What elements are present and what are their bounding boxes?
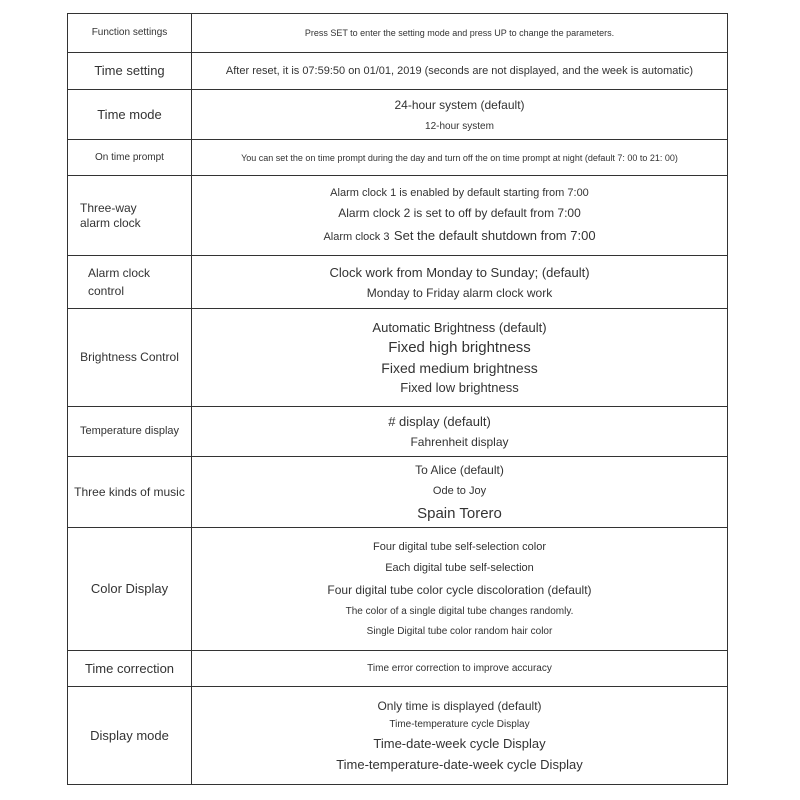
row-value-line: Time-date-week cycle Display	[373, 736, 546, 751]
row-label-cell	[68, 651, 192, 687]
row-value-cell	[192, 140, 728, 176]
row-value-cell	[192, 176, 728, 256]
table-row-three-kinds-of-music	[68, 457, 728, 528]
row-label-cell	[68, 53, 192, 90]
row-value-cell	[192, 687, 728, 785]
row-label: Function settings	[91, 27, 168, 38]
table-row-time-setting	[68, 53, 728, 90]
row-label-line: control	[88, 284, 125, 298]
alarm-3-label: Alarm clock 3	[323, 230, 390, 243]
row-label-line: alarm clock	[80, 215, 141, 230]
row-value-cell	[192, 457, 728, 528]
table-row-three-way-alarm	[68, 176, 728, 256]
row-label-cell	[68, 309, 192, 407]
row-value-line: Clock work from Monday to Sunday; (default)	[329, 264, 590, 280]
row-value-line: # display (default)	[388, 414, 491, 429]
row-value-line: 24-hour system (default)	[394, 97, 525, 112]
row-label: Brightness Control	[80, 350, 179, 365]
row-value-line: Each digital tube self-selection	[385, 562, 534, 574]
row-value-line: Spain Torero	[417, 504, 502, 522]
row-value-line: Monday to Friday alarm clock work	[366, 285, 553, 300]
row-value-line: Time-temperature-date-week cycle Display	[336, 757, 583, 772]
row-label: Three kinds of music	[74, 484, 185, 499]
row-label: Display mode	[90, 727, 169, 743]
table-row-temperature-display	[68, 407, 728, 457]
table-row-time-correction	[68, 651, 728, 687]
row-label: On time prompt	[95, 151, 164, 163]
row-value-cell	[192, 53, 728, 90]
row-value-line: Fixed high brightness	[388, 339, 531, 356]
row-value-line: To Alice (default)	[415, 462, 504, 477]
row-value-line: Fahrenheit display	[410, 435, 509, 449]
row-label: Time correction	[84, 660, 175, 676]
row-label: Temperature display	[79, 424, 180, 437]
table-row-color-display	[68, 528, 728, 651]
row-value-line: 12-hour system	[425, 120, 494, 132]
table-row-time-mode	[68, 90, 728, 140]
row-value-line: Four digital tube self-selection color	[372, 541, 547, 553]
row-value-line: After reset, it is 07:59:50 on 01/01, 2019 (seconds are not displayed, and the week is automatic)	[225, 65, 694, 77]
row-value-line: Fixed low brightness	[400, 380, 519, 395]
row-label-cell	[68, 457, 192, 528]
row-value-line: You can set the on time prompt during the day and turn off the on time prompt at night (default 7: 00 to 21: 00)	[241, 152, 678, 163]
row-label-cell	[68, 14, 192, 53]
row-value-line: Only time is displayed (default)	[377, 699, 542, 713]
row-label-cell	[68, 140, 192, 176]
row-value-cell	[192, 651, 728, 687]
row-value-line	[192, 227, 727, 245]
row-value-cell	[192, 309, 728, 407]
row-label-cell	[68, 90, 192, 140]
row-label-cell	[68, 256, 192, 309]
table-row-display-mode	[68, 687, 728, 785]
row-value-line: Fixed medium brightness	[381, 360, 538, 376]
row-value-cell	[192, 528, 728, 651]
table-row-brightness-control	[68, 309, 728, 407]
table-row-alarm-clock-control	[68, 256, 728, 309]
row-label-cell	[68, 528, 192, 651]
row-value-line: Four digital tube color cycle discoloration (default)	[327, 583, 592, 597]
row-label-cell	[68, 687, 192, 785]
table-row-on-time-prompt	[68, 140, 728, 176]
row-value-line: Automatic Brightness (default)	[372, 320, 547, 335]
row-label: Time mode	[97, 106, 162, 122]
row-value-line: The color of a single digital tube changes randomly.	[345, 606, 574, 617]
row-label: Time setting	[94, 63, 165, 79]
row-value-line: Alarm clock 2 is set to off by default from 7:00	[338, 205, 581, 220]
row-value-cell	[192, 407, 728, 457]
row-value-line: Time-temperature cycle Display	[389, 719, 530, 730]
row-value-line: Press SET to enter the setting mode and press UP to change the parameters.	[304, 28, 615, 38]
row-label-line: Alarm clock	[88, 265, 151, 280]
settings-table	[67, 13, 728, 785]
row-value-cell	[192, 90, 728, 140]
row-label-cell	[68, 407, 192, 457]
row-value-line: Time error correction to improve accuracy	[367, 663, 552, 674]
table-row-function-settings	[68, 14, 728, 53]
row-value-line: Ode to Joy	[432, 484, 487, 497]
row-label-cell	[68, 176, 192, 256]
row-value-cell	[192, 256, 728, 309]
row-label: Color Display	[90, 581, 169, 597]
alarm-3-value: Set the default shutdown from 7:00	[393, 227, 596, 243]
row-label-line: Three-way	[80, 201, 137, 216]
row-value-cell	[192, 14, 728, 53]
settings-table-container	[67, 13, 728, 785]
row-value-line: Single Digital tube color random hair color	[366, 626, 553, 637]
row-value-line: Alarm clock 1 is enabled by default starting from 7:00	[330, 186, 589, 199]
